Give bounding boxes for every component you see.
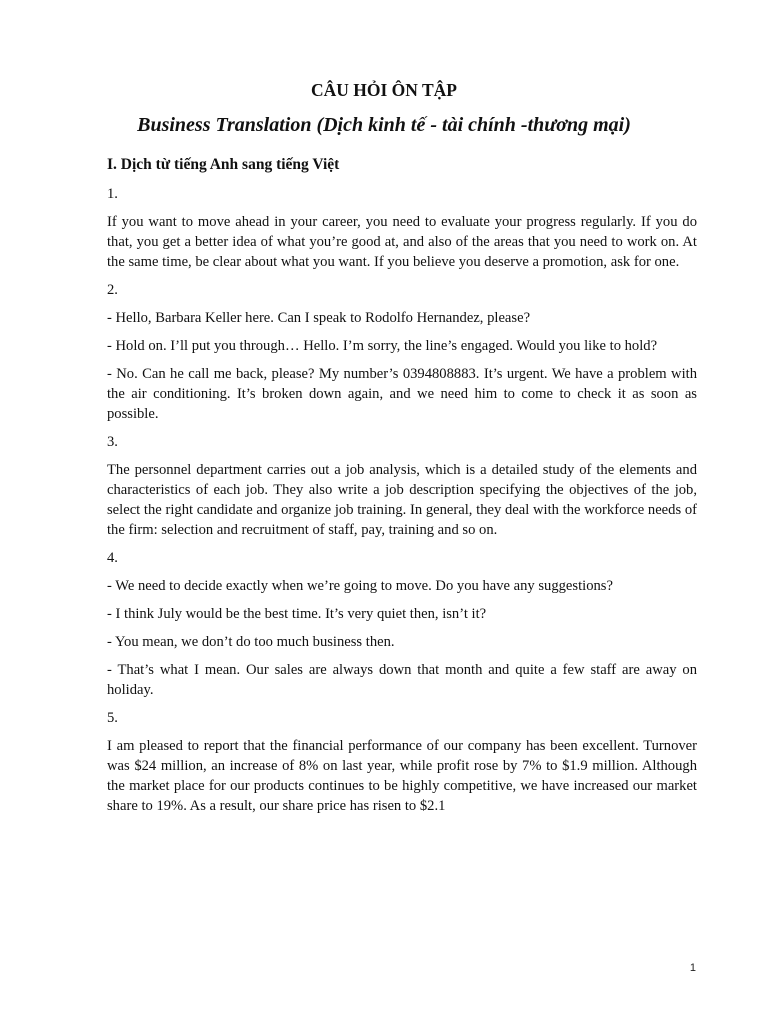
dialogue-line: - No. Can he call me back, please? My number’s 0394808883. It’s urgent. We have a problem with the air conditioning. It’s broken down again, and we need him to come to check it as soon as possible. xyxy=(107,366,697,422)
exercise-item-2 xyxy=(107,280,697,424)
section-heading: I. Dịch từ tiếng Anh sang tiếng Việt xyxy=(107,156,340,173)
exercise-item-4 xyxy=(107,548,697,700)
dialogue-line: - You mean, we don’t do too much business then. xyxy=(107,634,395,650)
page-number: 1 xyxy=(689,962,696,974)
dialogue-line: - I think July would be the best time. It’s very quiet then, isn’t it? xyxy=(107,606,487,622)
item-number: 3. xyxy=(107,434,118,450)
exercise-list xyxy=(107,184,697,824)
document-title: CÂU HỎI ÔN TẬP xyxy=(310,80,457,100)
exercise-item-1 xyxy=(107,184,697,272)
item-number: 4. xyxy=(107,550,118,566)
dialogue-line: - Hello, Barbara Keller here. Can I speak to Rodolfo Hernandez, please? xyxy=(107,310,531,326)
item-number: 1. xyxy=(107,186,118,202)
document-subtitle: Business Translation (Dịch kinh tế - tài chính -thương mại) xyxy=(137,114,631,136)
exercise-item-3 xyxy=(107,432,697,540)
item-paragraph: If you want to move ahead in your career, you need to evaluate your progress regularly. If you do that, you get a better idea of what you’re good at, and also of the areas that you need to work on. At the same time, be clear about what you want. If you believe you deserve a promotion, ask for one. xyxy=(107,214,697,270)
dialogue-line: - We need to decide exactly when we’re going to move. Do you have any suggestions? xyxy=(107,578,613,594)
item-paragraph: The personnel department carries out a job analysis, which is a detailed study of the elements and characteristics of each job. They also write a job description specifying the objectives of the job, select the right candidate and organize job training. In general, they deal with the workforce needs of the firm: selection and recruitment of staff, pay, training and so on. xyxy=(107,462,697,538)
dialogue-line: - That’s what I mean. Our sales are always down that month and quite a few staff are away on holiday. xyxy=(107,662,697,698)
item-number: 2. xyxy=(107,282,118,298)
item-number: 5. xyxy=(107,710,118,726)
item-paragraph: I am pleased to report that the financial performance of our company has been excellent. Turnover was $24 million, an increase of 8% on last year, while profit rose by 7% to $1.9 million. Although the market place for our products continues to be highly competitive, we have increased our market share to 19%. As a result, our share price has risen to $2.1 xyxy=(107,738,697,814)
dialogue-line: - Hold on. I’ll put you through… Hello. I’m sorry, the line’s engaged. Would you like to hold? xyxy=(107,338,658,354)
exercise-item-5 xyxy=(107,708,697,816)
